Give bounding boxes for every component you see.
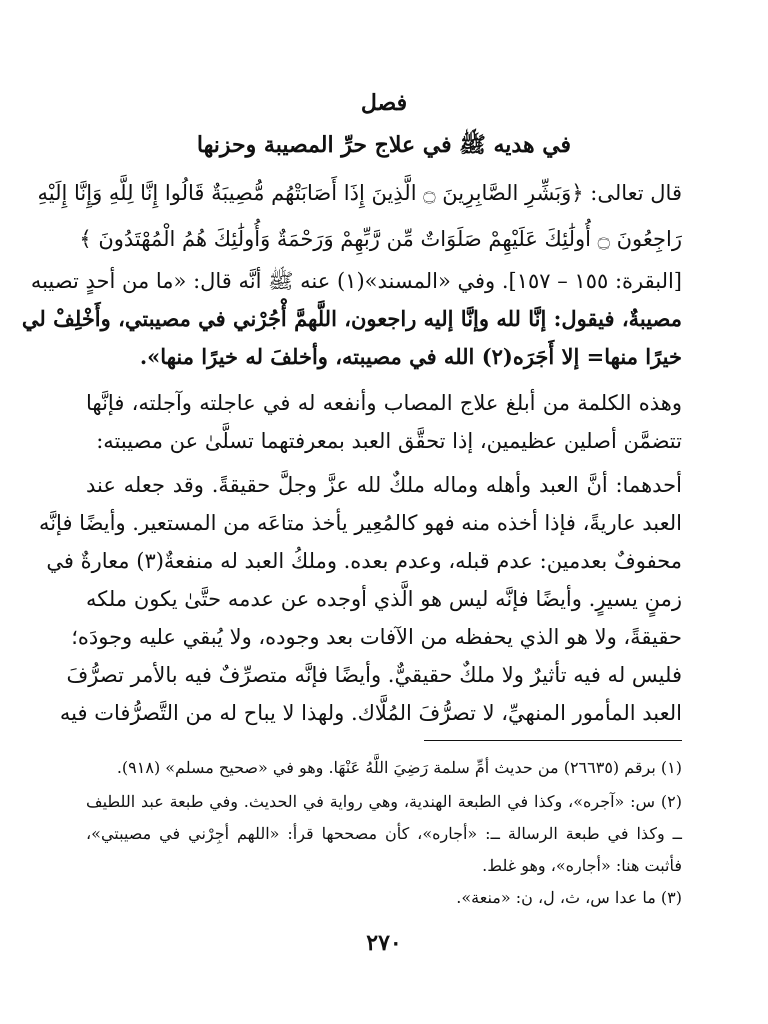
body-line: زمنٍ يسيرٍ. وأيضًا فإنَّه ليس هو الَّذي أوجده عن عدمه حتَّىٰ يكون ملكه <box>86 587 682 611</box>
body-line: محفوفٌ بعدمين: عدم قبله، وعدم بعده. وملكُ العبد له منفعةٌ(٣) معارةٌ في <box>46 549 682 573</box>
body-line: العبد عاريةً، فإذا أخذه منه فهو كالمُعِير يأخذ متاعَه من المستعير. وأيضًا فإنَّه <box>38 511 682 535</box>
body-line: العبد المأمور المنهيِّ، لا تصرُّفَ المُلَّاك. ولهذا لا يباح له من التَّصرُّفات فيه <box>59 701 682 725</box>
body-line: فليس له فيه تأثيرٌ ولا ملكٌ حقيقيٌّ. وأيضًا فإنَّه متصرِّفٌ فيه بالأمر تصرُّفَ <box>66 663 682 687</box>
body-line: أحدهما: أنَّ العبد وأهله وماله ملكٌ لله عزَّ وجلَّ حقيقةً. وقد جعله عند <box>86 473 682 497</box>
footnote: ــ وكذا في طبعة الرسالة ــ: «أجاره»، كأن مصححها قرأ: «اللهم أجِرْني في مصيبتي»، <box>86 824 682 843</box>
footnote: (١) برقم (٢٦٦٣٥) من حديث أمِّ سلمة رَضِيَ اللَّهُ عَنْهَا. وهو في «صحيح مسلم» (٩١٨). <box>116 758 682 777</box>
footnote-divider <box>424 740 682 741</box>
body-line: حقيقةً، ولا هو الذي يحفظه من الآفات بعد وجوده، ولا يُبقي عليه وجودَه؛ <box>71 625 682 649</box>
body-line: تتضمَّن أصلين عظيمين، إذا تحقَّق العبد بمعرفتهما تسلَّىٰ عن مصيبته: <box>96 429 682 453</box>
body-line: رَاجِعُونَ ۝ أُولَٰئِكَ عَلَيْهِمْ صَلَوَاتٌ مِّن رَّبِّهِمْ وَرَحْمَةٌ وَأُولَٰئِكَ هُمُ الْمُهْتَدُونَ ﴾ <box>79 227 682 251</box>
page-number: ٢٧٠ <box>366 930 402 956</box>
footnote: فأثبت هنا: «أجاره»، وهو غلط. <box>482 856 682 875</box>
footnote: (٣) ما عدا س، ث، ل، ن: «منعة». <box>456 888 682 907</box>
section-heading: فصل <box>360 90 408 116</box>
footnote: (٢) س: «آجره»، وكذا في الطبعة الهندية، وهي رواية في الحديث. وفي طبعة عبد اللطيف <box>86 792 682 811</box>
body-line: [البقرة: ١٥٥ – ١٥٧]. وفي «المسند»(١) عنه ﷺ أنَّه قال: «ما من أحدٍ تصيبه <box>30 269 682 293</box>
body-line: وهذه الكلمة من أبلغ علاج المصاب وأنفعه له في عاجلته وآجلته، فإنَّها <box>86 391 682 415</box>
section-subheading: في هديه ﷺ في علاج حرِّ المصيبة وحزنها <box>196 132 572 158</box>
body-line: خيرًا منها= إلا أَجَرَه(٢) الله في مصيبته، وأخلفَ له خيرًا منها». <box>139 344 682 369</box>
body-line: قال تعالى: ﴿وَبَشِّرِ الصَّابِرِينَ ۝ الَّذِينَ إِذَا أَصَابَتْهُم مُّصِيبَةٌ قَالُوا إِنَّا لِلَّهِ وَإِنَّا إِلَيْهِ <box>37 181 682 205</box>
body-line: مصيبةٌ، فيقول: إنَّا لله وإنَّا إليه راجعون، اللَّهمَّ أْجُرْني في مصيبتي، وأَخْلِفْ لي <box>21 306 682 331</box>
